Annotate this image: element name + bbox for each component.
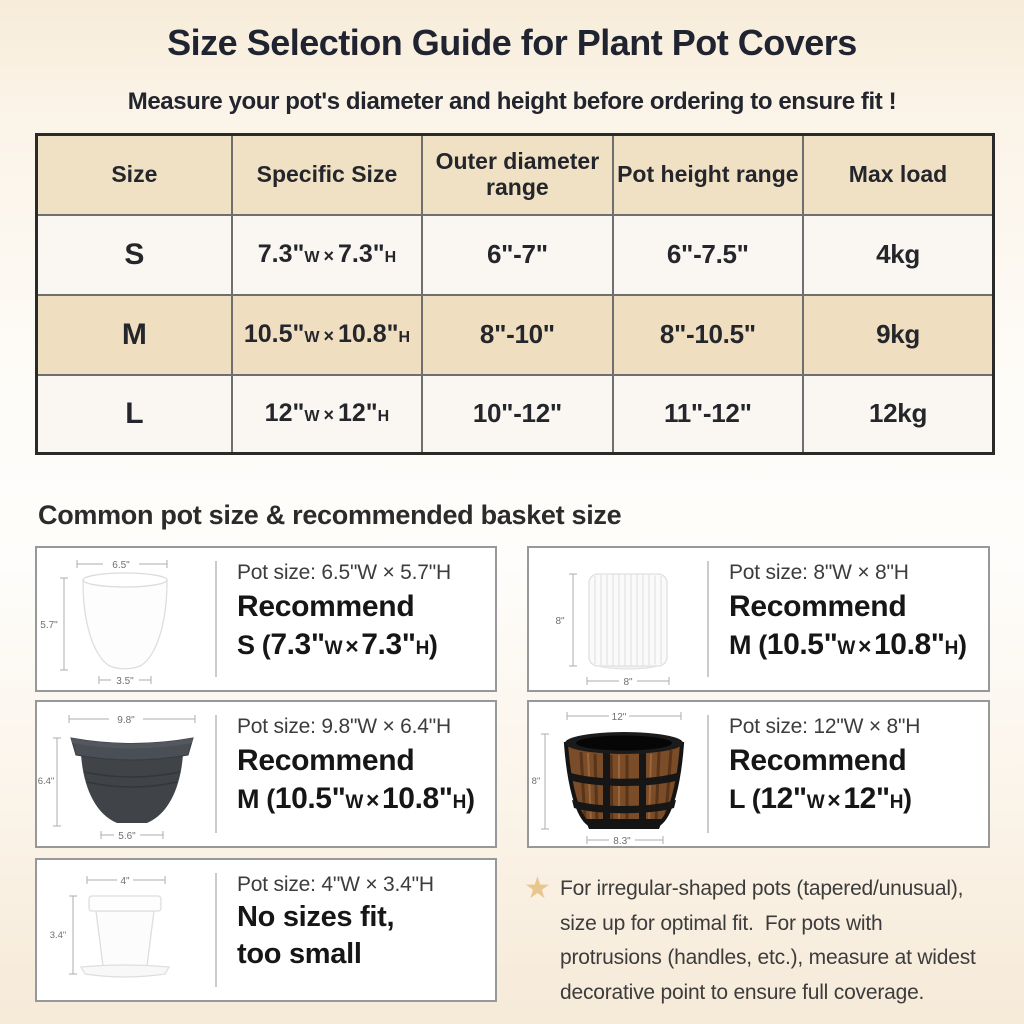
- pot-image-charcoal: [37, 702, 215, 846]
- pot-size-label: Pot size: 12"W × 8"H: [729, 715, 921, 738]
- cell-size-m: M: [37, 295, 232, 375]
- card-pot-9-8: [35, 700, 497, 848]
- pot-size-label: Pot size: 6.5"W × 5.7"H: [237, 561, 451, 584]
- footnote-line: protrusions (handles, etc.), measure at widest: [560, 946, 976, 969]
- pot-image-barrel: [529, 702, 707, 846]
- col-header-size: Size: [37, 135, 232, 215]
- footnote-line: decorative point to ensure full coverage.: [560, 980, 925, 1004]
- dim-label-bottom: 3.5": [116, 676, 134, 687]
- recommend-title: Recommend: [729, 590, 907, 623]
- footnote: [524, 872, 1020, 1010]
- cell-outer-diameter-s: 6"-7": [422, 215, 612, 295]
- cell-max-load-l: 12kg: [803, 375, 993, 454]
- no-fit-line-1: No sizes fit,: [237, 901, 395, 933]
- table-row-s: [37, 215, 994, 295]
- cell-pot-height-m: 8"-10.5": [613, 295, 803, 375]
- dim-label-top: 4": [120, 876, 130, 887]
- recommend-size: L (12"W × 12"H): [729, 782, 912, 815]
- card-pot-4: [35, 858, 497, 1002]
- cell-size-l: L: [37, 375, 232, 454]
- col-header-pot-height: Pot height range: [613, 135, 803, 215]
- card-pot-6-5: [35, 546, 497, 692]
- pot-image-white-classic: [37, 548, 215, 690]
- col-header-max-load: Max load: [803, 135, 993, 215]
- pot-size-label: Pot size: 9.8"W × 6.4"H: [237, 715, 451, 738]
- page-subtitle: Measure your pot's diameter and height before ordering to ensure fit !: [127, 88, 897, 115]
- page-title: Size Selection Guide for Plant Pot Covers: [167, 22, 857, 63]
- dim-label-left: 8": [555, 616, 565, 627]
- recommend-size: S (7.3"W × 7.3"H): [237, 628, 438, 661]
- table-header-row: [37, 135, 994, 215]
- pot-image-white-fluted: [529, 548, 707, 690]
- dim-label-bottom: 8.3": [613, 836, 631, 846]
- no-fit-line-2: too small: [237, 938, 362, 970]
- star-icon: ★: [524, 872, 551, 905]
- dim-label-bottom: 5.6": [118, 831, 136, 842]
- cell-pot-height-l: 11"-12": [613, 375, 803, 454]
- col-header-outer-diameter: Outer diameter range: [422, 135, 612, 215]
- footnote-line: For irregular-shaped pots (tapered/unusual),: [560, 877, 964, 900]
- cell-outer-diameter-l: 10"-12": [422, 375, 612, 454]
- cell-specific-size-l: 12"W × 12"H: [232, 375, 422, 454]
- col-header-specific-size: Specific Size: [232, 135, 422, 215]
- dim-label-top: 6.5": [112, 560, 130, 571]
- table-row-l: [37, 375, 994, 454]
- recommend-size: M (10.5"W × 10.8"H): [729, 628, 967, 661]
- recommend-size: M (10.5"W × 10.8"H): [237, 782, 475, 815]
- recommend-title: Recommend: [729, 744, 907, 777]
- dim-label-top: 9.8": [117, 715, 135, 726]
- dim-label-left: 3.4": [49, 930, 67, 941]
- size-table: [35, 133, 995, 455]
- section-heading: Common pot size & recommended basket size: [38, 500, 622, 530]
- cell-specific-size-m: 10.5"W × 10.8"H: [232, 295, 422, 375]
- dim-label-left: 6.4": [37, 776, 55, 787]
- table-row-m: [37, 295, 994, 375]
- cell-max-load-m: 9kg: [803, 295, 993, 375]
- footnote-line: size up for optimal fit. For pots with: [560, 911, 883, 935]
- recommend-title: Recommend: [237, 590, 415, 623]
- dim-label-top: 12": [611, 712, 627, 723]
- cell-outer-diameter-m: 8"-10": [422, 295, 612, 375]
- cell-specific-size-s: 7.3"W × 7.3"H: [232, 215, 422, 295]
- dim-label-left: 5.7": [40, 620, 58, 631]
- pot-image-white-small: [37, 860, 215, 1000]
- dim-label-bottom: 8": [623, 677, 633, 688]
- recommend-title: Recommend: [237, 744, 415, 777]
- cell-pot-height-s: 6"-7.5": [613, 215, 803, 295]
- cell-size-s: S: [37, 215, 232, 295]
- dim-label-left: 8": [531, 776, 541, 787]
- pot-size-label: Pot size: 8"W × 8"H: [729, 561, 909, 584]
- card-pot-8: [527, 546, 990, 692]
- pot-size-label: Pot size: 4"W × 3.4"H: [237, 873, 434, 896]
- cell-max-load-s: 4kg: [803, 215, 993, 295]
- card-pot-12: [527, 700, 990, 848]
